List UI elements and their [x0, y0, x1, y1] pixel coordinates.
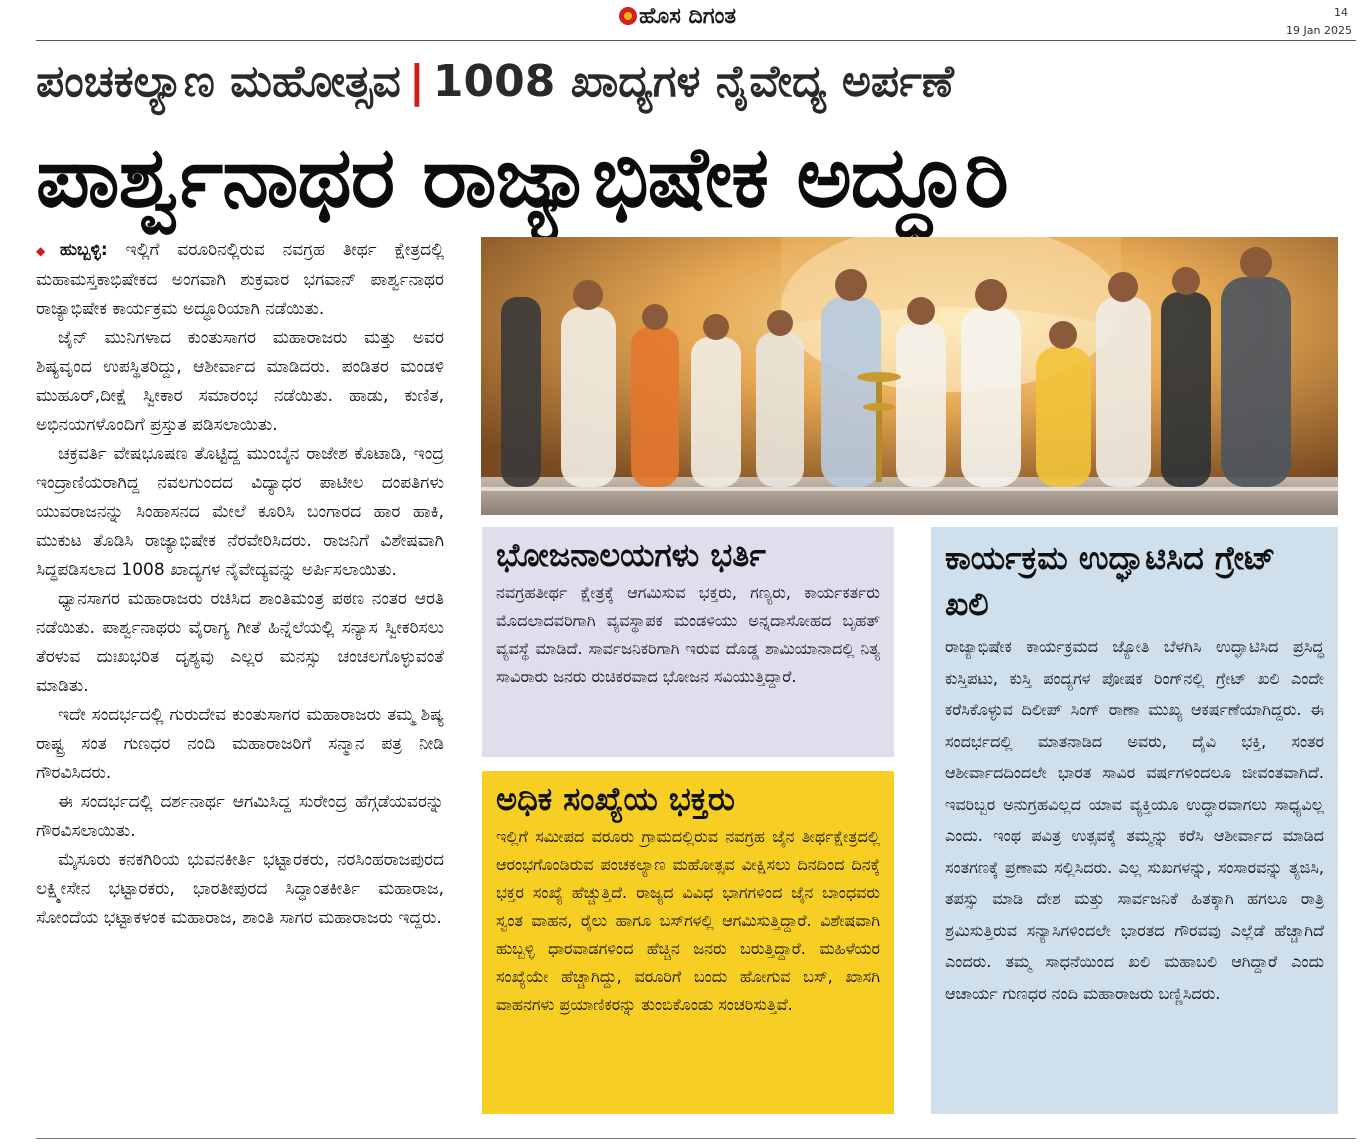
page-number: 14 — [1334, 6, 1348, 19]
masthead — [36, 0, 1356, 41]
box-title: ಭೋಜನಾಲಯಗಳು ಭರ್ತಿ — [496, 536, 766, 574]
box-title: ಅಧಿಕ ಸಂಖ್ಯೆಯ ಭಕ್ತರು — [496, 780, 735, 818]
page-footer-rule — [36, 1138, 1356, 1139]
paragraph: ಚಕ್ರವರ್ತಿ ವೇಷಭೂಷಣ ತೊಟ್ಟಿದ್ದ ಮುಂಬೈನ ರಾಜೇಶ ಕೊಟಾಡಿ, ಇಂದ್ರ ಇಂದ್ರಾಣಿಯರಾಗಿದ್ದ ನವಲಗುಂದದ ವಿದ್ಯಾಧರ ಪಾಟೀಲ ದಂಪತಿಗಳು ಯುವರಾಜನನ್ನು ಸಿಂಹಾಸನದ ಮೇಲೆ ಕೂರಿಸಿ ಬಂಗಾರದ ಹಾರ ಹಾಕಿ, ಮುಕುಟ ತೊಡಿಸಿ ರಾಜ್ಯಾಭಿಷೇಕ ನೆರವೇರಿಸಿದರು. ರಾಜನಿಗೆ ವಿಶೇಷವಾಗಿ ಸಿದ್ಧಪಡಿಸಲಾದ 1008 ಖಾದ್ಯಗಳ ನೈವೇದ್ಯವನ್ನು ಅರ್ಪಿಸಲಾಯಿತು. — [36, 444, 444, 580]
box-body: ನವಗ್ರಹತೀರ್ಥ ಕ್ಷೇತ್ರಕ್ಕೆ ಆಗಮಿಸುವ ಭಕ್ತರು, ಗಣ್ಯರು, ಕಾರ್ಯಕರ್ತರು ಮೊದಲಾದವರಿಗಾಗಿ ವ್ಯವಸ್ಥಾಪಕ ಮಂಡಳಿಯು ಅನ್ನದಾಸೋಹದ ಬೃಹತ್ ವ್ಯವಸ್ಥೆ ಮಾಡಿದೆ. ಸಾರ್ವಜನಿಕರಿಗಾಗಿ ಇರುವ ದೊಡ್ಡ ಶಾಮಿಯಾನಾದಲ್ಲಿ ನಿತ್ಯ ಸಾವಿರಾರು ಜನರು ರುಚಿಕರವಾದ ಭೋಜನ ಸವಿಯುತ್ತಿದ್ದಾರೆ. — [496, 583, 880, 686]
box-title: ಕಾರ್ಯಕ್ರಮ ಉದ್ಘಾಟಿಸಿದ ಗ್ರೇಟ್ ಖಲಿ — [945, 539, 1276, 623]
paragraph: ಧ್ಯಾನಸಾಗರ ಮಹಾರಾಜರು ರಚಿಸಿದ ಶಾಂತಿಮಂತ್ರ ಪಠಣ ನಂತರ ಆರತಿ ನಡೆಯಿತು. ಪಾರ್ಶ್ವನಾಥರು ವೈರಾಗ್ಯ ಗೀತೆ ಹಿನ್ನೆಲೆಯಲ್ಲಿ ಸನ್ಯಾಸ ಸ್ವೀಕರಿಸಲು ತೆರಳುವ ದುಃಖಭರಿತ ದೃಶ್ಯವು ಎಲ್ಲರ ಮನಸ್ಸು ಚಂಚಲಗೊಳ್ಳುವಂತೆ ಮಾಡಿತು. — [36, 589, 444, 696]
paragraph: ಇದೇ ಸಂದರ್ಭದಲ್ಲಿ ಗುರುದೇವ ಕುಂತುಸಾಗರ ಮಹಾರಾಜರು ತಮ್ಮ ಶಿಷ್ಯ ರಾಷ್ಟ್ರ ಸಂತ ಗುಣಧರ ನಂದಿ ಮಹಾರಾಜರಿಗೆ ಸನ್ಮಾನ ಪತ್ರ ನೀಡಿ ಗೌರವಿಸಿದರು. — [36, 705, 444, 783]
sidebar-box-great-khali — [931, 527, 1338, 1114]
logo-emblem-icon — [619, 7, 637, 25]
sidebar-box-dining — [482, 527, 894, 757]
kicker-separator: | — [408, 56, 425, 107]
paragraph: ◆ ಹುಬ್ಬಳ್ಳಿ: ಇಲ್ಲಿಗೆ ವರೂರಿನಲ್ಲಿರುವ ನವಗ್ರಹ ತೀರ್ಥ ಕ್ಷೇತ್ರದಲ್ಲಿ ಮಹಾಮಸ್ತಕಾಭಿಷೇಕದ ಅಂಗವಾಗಿ ಶುಕ್ರವಾರ ಭಗವಾನ್ ಪಾರ್ಶ್ವನಾಥರ ರಾಜ್ಯಾಭಿಷೇಕ ಕಾರ್ಯಕ್ರಮ ಅದ್ಧೂರಿಯಾಗಿ ನಡೆಯಿತು. — [36, 240, 444, 319]
headline: ಪಾರ್ಶ್ವನಾಥರ ರಾಜ್ಯಾಭಿಷೇಕ ಅದ್ಧೂರಿ — [36, 128, 1008, 226]
box-body: ರಾಜ್ಯಾಭಿಷೇಕ ಕಾರ್ಯಕ್ರಮದ ಜ್ಯೋತಿ ಬೆಳಗಿಸಿ ಉದ್ಘಾಟಿಸಿದ ಪ್ರಸಿದ್ಧ ಕುಸ್ತಿಪಟು, ಕುಸ್ತಿ ಪಂದ್ಯಗಳ ಪೋಷಕ ರಿಂಗ್‌ನಲ್ಲಿ ಗ್ರೇಟ್ ಖಲಿ ಎಂದೇ ಕರೆಸಿಕೊಳ್ಳುವ ದಿಲೀಪ್ ಸಿಂಗ್ ರಾಣಾ ಮುಖ್ಯ ಆಕರ್ಷಣೆಯಾಗಿದ್ದರು. ಈ ಸಂದರ್ಭದಲ್ಲಿ ಮಾತನಾಡಿದ ಅವರು, ದೈವಿ ಭಕ್ತಿ, ಸಂತರ ಆಶೀರ್ವಾದದಿಂದಲೇ ಭಾರತ ಸಾವಿರ ವರ್ಷಗಳಿಂದಲೂ ಜೀವಂತವಾಗಿದೆ. ಇವರಿಬ್ಬರ ಅನುಗ್ರಹವಿಲ್ಲದ ಯಾವ ವ್ಯಕ್ತಿಯೂ ಉದ್ಧಾರವಾಗಲು ಸಾಧ್ಯವಿಲ್ಲ ಎಂದು. ಇಂಥ ಪವಿತ್ರ ಉತ್ಸವಕ್ಕೆ ತಮ್ಮನ್ನು ಕರೆಸಿ ಆಶೀರ್ವಾದ ಮಾಡಿದ ಸಂತಗಣಕ್ಕೆ ಪ್ರಣಾಮ ಸಲ್ಲಿಸಿದರು. ಎಲ್ಲ ಸುಖಗಳನ್ನು, ಸಂಸಾರವನ್ನು ತ್ಯಜಿಸಿ, ತಪಸ್ಸು ಮಾಡಿ ದೇಶ ಮತ್ತು ಸಾರ್ವಜನಿಕೆ ಹಿತಕ್ಕಾಗಿ ಹಗಲೂ ರಾತ್ರಿ ಶ್ರಮಿಸುತ್ತಿರುವ ಸನ್ಯಾಸಿಗಳಿಂದಲೇ ಭಾರತದ ಗೌರವವು ಎಲ್ಲೆಡೆ ಹೆಚ್ಚಾಗಿದೆ ಎಂದರು. ತಮ್ಮ ಸಾಧನೆಯಿಂದ ಖಲಿ ಮಹಾಬಲಿ ಆಗಿದ್ದಾರೆ ಎಂದು ಆಚಾರ್ಯ ಗುಣಧರ ನಂದಿ ಮಹಾರಾಜರು ಬಣ್ಣಿಸಿದರು. — [945, 637, 1324, 1003]
edition-date: 19 Jan 2025 — [1286, 24, 1352, 37]
kicker — [36, 56, 954, 107]
kicker-left: ಪಂಚಕಲ್ಯಾಣ ಮಹೋತ್ಸವ — [36, 56, 401, 107]
main-article-body — [36, 236, 444, 1116]
box-body: ಇಲ್ಲಿಗೆ ಸಮೀಪದ ವರೂರು ಗ್ರಾಮದಲ್ಲಿರುವ ನವಗ್ರಹ ಜೈನ ತೀರ್ಥಕ್ಷೇತ್ರದಲ್ಲಿ ಆರಂಭಗೊಂಡಿರುವ ಪಂಚಕಲ್ಯಾಣ ಮಹೋತ್ಸವ ವೀಕ್ಷಿಸಲು ದಿನದಿಂದ ದಿನಕ್ಕೆ ಭಕ್ತರ ಸಂಖ್ಯೆ ಹೆಚ್ಚುತ್ತಿದೆ. ರಾಜ್ಯದ ವಿವಿಧ ಭಾಗಗಳಿಂದ ಜೈನ ಬಾಂಧವರು ಸ್ವಂತ ವಾಹನ, ರೈಲು ಹಾಗೂ ಬಸ್‌ಗಳಲ್ಲಿ ಆಗಮಿಸುತ್ತಿದ್ದಾರೆ. ವಿಶೇಷವಾಗಿ ಹುಬ್ಬಳ್ಳಿ ಧಾರವಾಡಗಳಿಂದ ಹೆಚ್ಚಿನ ಜನರು ಬರುತ್ತಿದ್ದಾರೆ. ಮಹಿಳೆಯರ ಸಂಖ್ಯೆಯೇ ಹೆಚ್ಚಾಗಿದ್ದು, ವರೂರಿಗೆ ಬಂದು ಹೋಗುವ ಬಸ್, ಖಾಸಗಿ ವಾಹನಗಳು ಪ್ರಯಾಣಿಕರನ್ನು ತುಂಬಿಕೊಂಡು ಸಂಚರಿಸುತ್ತಿವೆ. — [496, 827, 880, 1014]
sidebar-box-devotees — [482, 771, 894, 1114]
paragraph: ಮೈಸೂರು ಕನಕಗಿರಿಯ ಭುವನಕೀರ್ತಿ ಭಟ್ಟಾರಕರು, ನರಸಿಂಹರಾಜಪುರದ ಲಕ್ಷ್ಮೀಸೇನ ಭಟ್ಟಾರಕರು, ಭಾರತೀಪುರದ ಸಿದ್ಧಾಂತಕೀರ್ತಿ ಮಹಾರಾಜ, ಸೋಂದೆಯ ಭಟ್ಟಾಕಳಂಕ ಮಹಾರಾಜ, ಶಾಂತಿ ಸಾಗರ ಮಹಾರಾಜರು ಇದ್ದರು. — [36, 850, 444, 928]
event-photo — [481, 237, 1338, 515]
paragraph: ಈ ಸಂದರ್ಭದಲ್ಲಿ ದರ್ಶನಾರ್ಥ ಆಗಮಿಸಿದ್ದ ಸುರೇಂದ್ರ ಹೆಗ್ಗಡೆಯವರನ್ನು ಗೌರವಿಸಲಾಯಿತು. — [36, 792, 444, 841]
newspaper-logo: ಹೊಸ ದಿಗಂತ — [619, 4, 736, 29]
paragraph: ಜೈನ್ ಮುನಿಗಳಾದ ಕುಂತುಸಾಗರ ಮಹಾರಾಜರು ಮತ್ತು ಅವರ ಶಿಷ್ಯವೃಂದ ಉಪಸ್ಥಿತರಿದ್ದು, ಆಶೀರ್ವಾದ ಮಾಡಿದರು. ಪಂಡಿತರ ಮಂಡಳಿ ಮುಹೂರ್,ದೀಕ್ಷೆ ಸ್ವೀಕಾರ ಸಮಾರಂಭ ನಡೆಯಿತು. ಹಾಡು, ಕುಣಿತ, ಅಭಿನಯಗಳೊಂದಿಗೆ ಪ್ರಸ್ತುತ ಪಡಿಸಲಾಯಿತು. — [36, 328, 444, 435]
kicker-right: 1008 ಖಾದ್ಯಗಳ ನೈವೇದ್ಯ ಅರ್ಪಣೆ — [432, 56, 954, 107]
dateline: ◆ ಹುಬ್ಬಳ್ಳಿ: — [36, 240, 108, 260]
diamond-icon: ◆ — [36, 244, 58, 258]
